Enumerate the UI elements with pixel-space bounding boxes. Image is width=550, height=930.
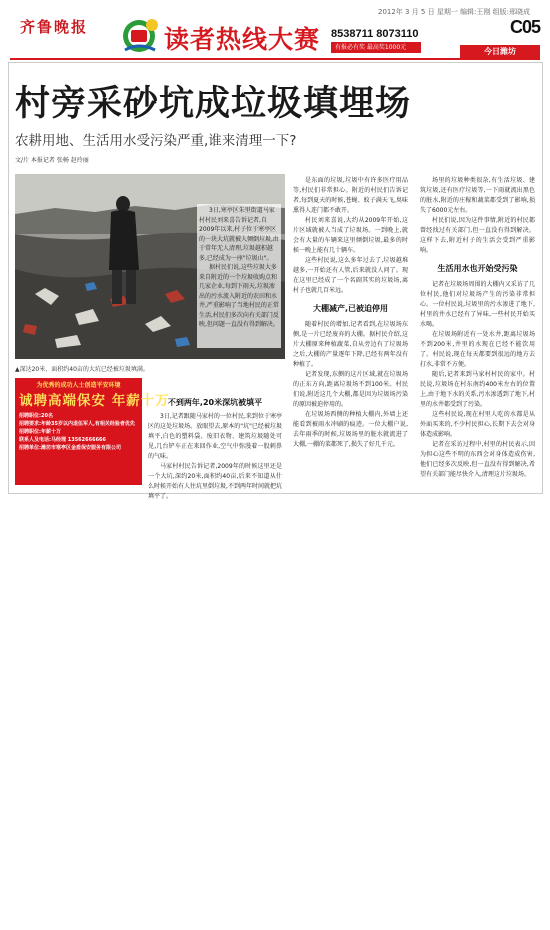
ad-title: 诚聘高端保安 年薪十万: [19, 393, 170, 409]
article-headline: 村旁采砂坑成垃圾填埋场: [15, 84, 412, 124]
news-photo: [15, 174, 285, 359]
ad-line: 联系人及电话:马经理 13562666666: [19, 437, 107, 443]
ad-line: 招聘要求:年龄35岁以内退伍军人,有相关经验者优先: [19, 421, 135, 427]
body-paragraph: 场里的垃圾种类很杂,有生活垃圾、建筑垃圾,还有医疗垃圾等,一下雨就流出黑色的脏水,附近的庄稼和蔬菜都受到了影响,损失了6000元左右。: [420, 177, 535, 214]
section-subhead: 不到两年,20米深坑被填平: [167, 398, 263, 407]
hotline-phone-numbers: 8538711 8073110: [331, 28, 419, 40]
section-subhead: 生活用水也开始受污染: [437, 264, 518, 273]
hotline-emblem-icon: [121, 16, 161, 54]
ad-line: 招聘职位:年薪十万: [19, 429, 62, 435]
body-paragraph: 村民们说,因为这件事情,附近的村民都曾经找过有关部门,但一直没有得到解决。这样下去,附近村子的生活会受到严重影响。: [420, 217, 535, 254]
body-paragraph: 马家村村民告诉记者,2009年的时候这里还是一个大坑,深约20米,面积约40亩,后来不知道从什么时候开始有人往坑里倒垃圾,不到两年时间就把坑填平了。: [148, 463, 282, 500]
body-paragraph: 3日,记者跟随马家村的一位村民,来到位于寒亭区的这处垃圾场。放眼望去,原本的"坑"已经被垃圾填平,白色的塑料袋、废旧衣物、建筑垃圾随处可见,几台铲车正在来回作业,空气中弥漫着一股刺鼻的气味。: [148, 413, 282, 460]
body-paragraph: 记者在垃圾场周围的大棚内又采访了几位村民,他们对垃圾场产生的污染非常担心。一位村民说,垃圾里的污水渗进了地下,村里的井水已经有了异味,一些村民开始买水喝。: [420, 281, 535, 328]
ad-line: 招聘单位:潍坊市寒亭区金盾保安服务有限公司: [19, 445, 122, 451]
date-line: 2012年 3 月 5 日 星期一 编辑:王刚 组版:邢晓成: [377, 8, 530, 16]
body-paragraph: 是东面的垃圾,垃圾中有许多医疗用品等,村民们非常担心。附近的村民们告诉记者,每到夏天的时候,苍蝇、蚊子满天飞,臭味熏得人连门都不敢开。: [293, 177, 408, 214]
article-byline: 文/片 本报记者 张畅 赵玲丽: [15, 157, 89, 164]
section-subhead: 大棚减产,已被迫停用: [312, 304, 389, 313]
hotline-contest-title: 读者热线大赛: [164, 25, 321, 54]
body-paragraph: 随着村民的增加,记者看到,在垃圾场东侧,是一片已经废弃的大棚。据村民介绍,这片大棚原来种植蔬菜,自从旁边有了垃圾场之后,大棚的产量逐年下降,已经有两年没有种植了。: [293, 321, 408, 368]
article-column-1: [148, 396, 282, 500]
body-paragraph: 村民刘来喜说,大约从2009年开始,这片区域就被人当成了垃圾场。一到晚上,就会有大量的车辆来这里倾倒垃圾,最多的时候一晚上能有几十辆车。: [293, 217, 408, 254]
ad-line: 招聘职位:20名: [19, 413, 53, 419]
photo-text-overlay: [197, 204, 281, 348]
header-divider: [10, 58, 540, 60]
body-paragraph: 这些村民说,现在村里人吃的水都是从外面买来的,不少村民担心,长期下去会对身体造成影响。: [420, 411, 535, 438]
article-subhead: 农耕用地、生活用水受污染严重,谁来清理一下?: [15, 133, 297, 149]
ad-tagline: 为优秀的成功人士创造平安环境: [36, 382, 121, 389]
article-column-3: [420, 176, 535, 491]
body-paragraph: 这些村民说,这么多年过去了,垃圾越堆越多,一开始还有人管,后来就没人问了。现在这里已经成了一个名副其实的垃圾场,离村子也就几百米远。: [293, 257, 408, 294]
newspaper-logo: 齐鲁晚报: [20, 18, 89, 36]
body-paragraph: 在垃圾场附近有一处水井,距离垃圾场不到200米,井里的水现在已经不能饮用了。村民说,现在每天都要到很远的地方去打水,非常不方便。: [420, 331, 535, 368]
section-tag: 今日潍坊: [460, 45, 540, 59]
body-paragraph: 在垃圾场西侧的种植大棚内,外墙上还能看到被雨水冲刷的痕迹。一位大棚户说,去年雨季的时候,垃圾场里的脏水就流进了大棚,一棚的菜都死了,损失了好几千元。: [293, 411, 408, 448]
photo-overlay-paragraph: 据村民们说,这些垃圾大多来自附近的一个垃圾收购点和几家企业,每到下雨天,垃圾渗出的污水流入附近的农田和水井,严重影响了当地村民的正常生活,村民们多次向有关部门反映,但问题一直没有得到解决。: [199, 264, 279, 328]
photo-caption: ▲深达20米、面积约40亩的大坑已经被垃圾填满。: [15, 366, 149, 373]
page-number: C05: [509, 17, 540, 37]
masthead: [0, 0, 550, 60]
article-column-2: [293, 176, 408, 491]
body-paragraph: 记者在采访过程中,村里的村民表示,因为担心这些不明的东西会对身体造成伤害,他们已经多次反映,但一直没有得到解决,希望有关部门能尽快介入,清理这片垃圾场。: [420, 441, 535, 478]
recruitment-ad[interactable]: [15, 378, 170, 485]
hotline-reward-banner: 有报必有奖 最高奖1000元: [331, 42, 421, 53]
body-paragraph: 记者发现,东侧的这片区域,就在垃圾场的正东方向,距离垃圾场不到100米。村民们说,附近这几个大棚,都是因为垃圾场污染的原因被迫停用的。: [293, 371, 408, 408]
photo-overlay-paragraph: 3日,寒亭区朱里街道马家村村民刘来喜告诉记者,自2009年以来,村子位于寒亭区的一块大坑就被人倾倒垃圾,由于常年无人清理,垃圾越积越多,已经成为一座"垃圾山"。: [199, 207, 279, 262]
body-paragraph: 随后,记者来到马家村村民的家中。村民说,垃圾场在村东南约400米左右的位置上,由于地下水的关系,污水渗透到了地下,村里的水井都受到了污染。: [420, 371, 535, 408]
